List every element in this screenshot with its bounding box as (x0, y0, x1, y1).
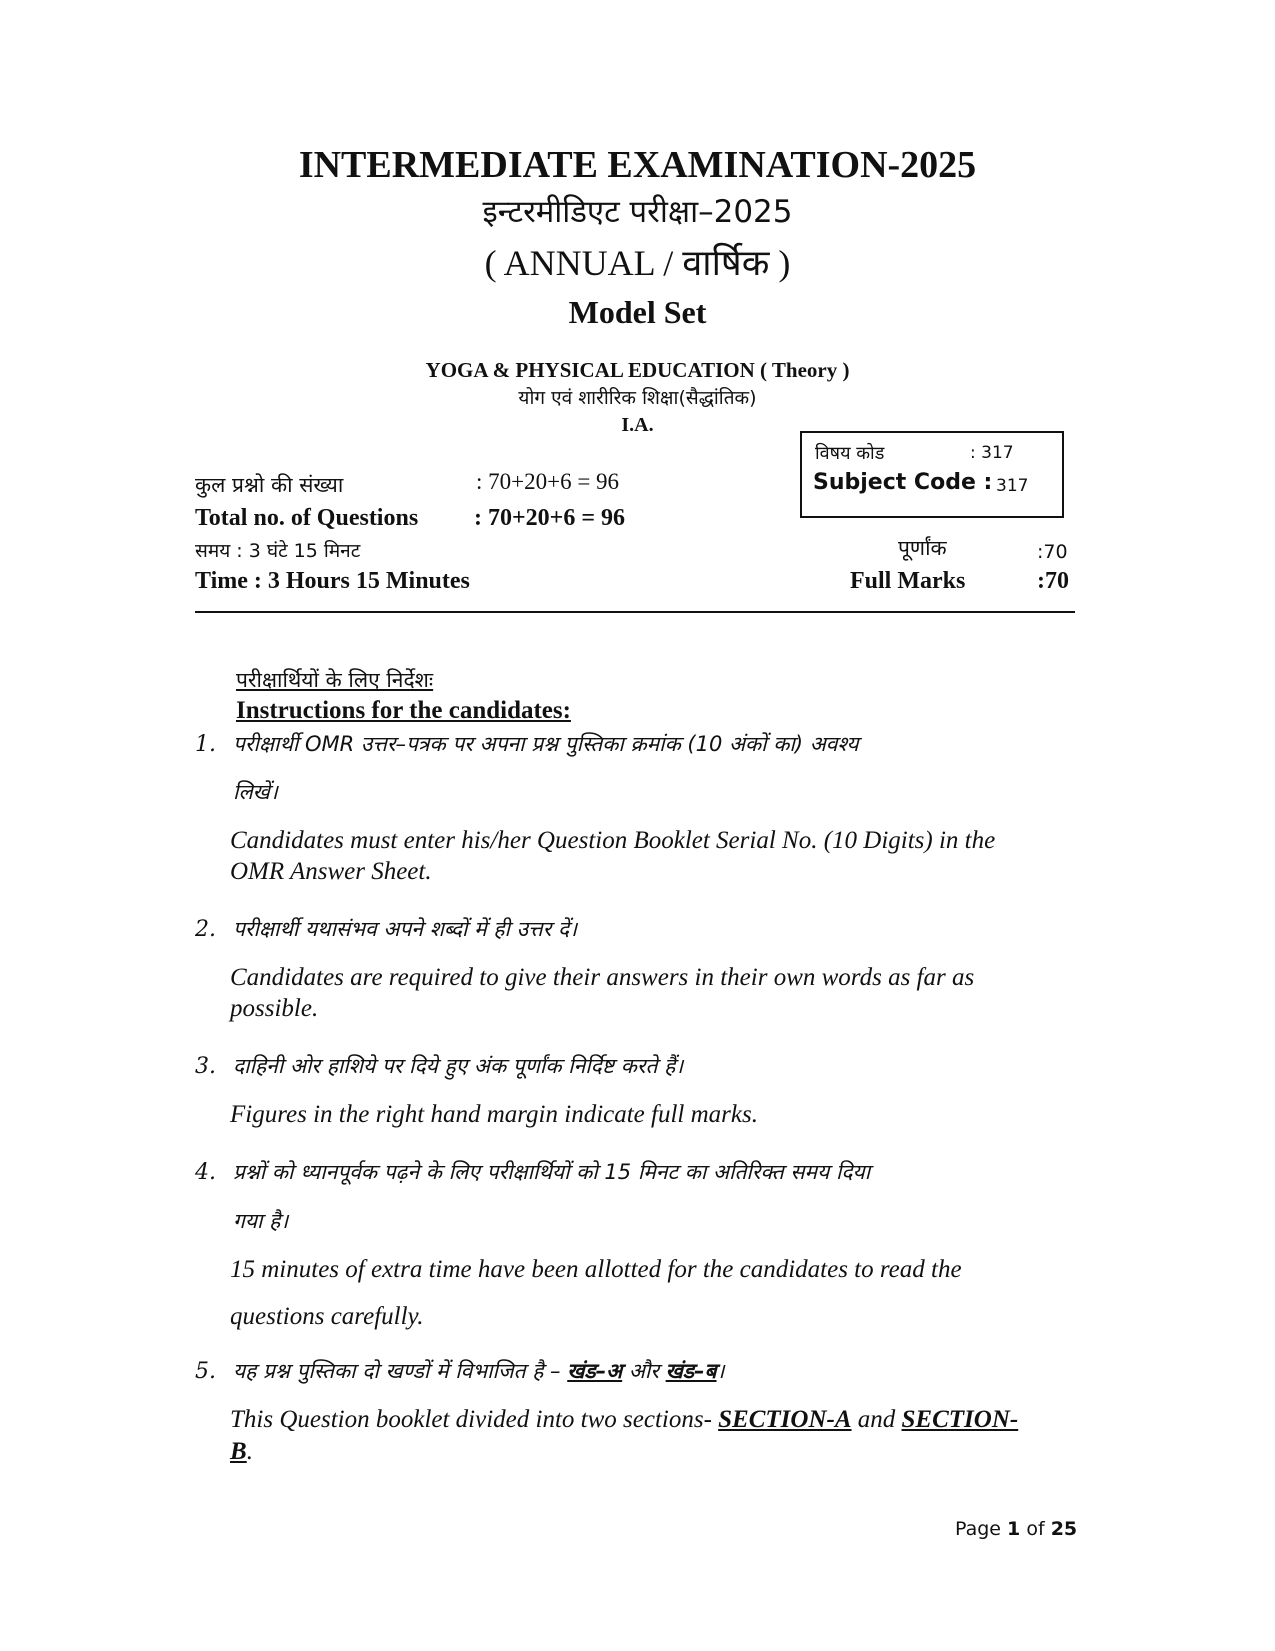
stream-label: I.A. (621, 414, 654, 436)
section-b-ref-hindi: खंड–ब (665, 1359, 717, 1383)
instruction-text-english: Figures in the right hand margin indicate full marks. (230, 1101, 758, 1128)
instruction-text-english (230, 1406, 1018, 1434)
model-set-title: Model Set (568, 294, 707, 330)
instruction-number: 4. (195, 1160, 216, 1185)
instruction-text-part: This Question booklet divided into two sections- (230, 1406, 719, 1433)
section-b-ref: B (230, 1438, 247, 1465)
page-number-prefix: Page (955, 1518, 1008, 1540)
full-marks-value-english: :70 (1037, 568, 1069, 594)
instructions-heading-hindi: परीक्षार्थियों के लिए निर्देशः (236, 668, 434, 692)
page-number-total: 25 (1050, 1518, 1078, 1540)
subject-code-label-hindi: विषय कोड (815, 443, 885, 464)
instruction-text-part: । (716, 1359, 725, 1383)
instruction-text-hindi: दाहिनी ओर हाशिये पर दिये हुए अंक पूर्णांक निर्दिष्ट करते हैं। (233, 1054, 684, 1078)
instruction-number: 3. (195, 1054, 216, 1079)
instruction-text-part: and (851, 1406, 902, 1433)
instructions-heading-english: Instructions for the candidates: (236, 697, 571, 724)
exam-title-hindi: इन्टरमीडिएट परीक्षा–2025 (482, 194, 793, 230)
section-a-ref-hindi: खंड–अ (567, 1359, 623, 1383)
instruction-text-english: OMR Answer Sheet. (230, 858, 432, 885)
subject-code-label-english: Subject Code : (813, 470, 993, 495)
section-b-ref: SECTION- (901, 1406, 1019, 1433)
instruction-text-english: possible. (230, 995, 319, 1022)
instruction-text-english: Candidates must enter his/her Question Booklet Serial No. (10 Digits) in the (230, 827, 996, 854)
page-number-separator: of (1020, 1518, 1051, 1540)
questions-value-hindi: : 70+20+6 = 96 (476, 469, 620, 494)
subject-name-hindi: योग एवं शारीरिक शिक्षा(सैद्धांतिक) (518, 387, 757, 409)
page-number-current: 1 (1007, 1518, 1021, 1540)
subject-code-value-hindi: : 317 (970, 443, 1014, 463)
questions-label-hindi: कुल प्रश्नो की संख्या (195, 473, 344, 497)
questions-label-english: Total no. of Questions (195, 505, 419, 531)
instruction-text-english: Candidates are required to give their answers in their own words as far as (230, 964, 975, 991)
instruction-text-part: . (246, 1438, 253, 1465)
subject-name-english: YOGA & PHYSICAL EDUCATION ( Theory ) (425, 358, 850, 382)
full-marks-label-english: Full Marks (850, 568, 966, 594)
section-a-ref: SECTION-A (718, 1406, 852, 1433)
header-divider (195, 611, 1075, 613)
instruction-text-part: और (622, 1359, 666, 1383)
instruction-text-english (230, 1438, 253, 1466)
instruction-text-english: 15 minutes of extra time have been allotted for the candidates to read the (230, 1256, 962, 1283)
full-marks-value-hindi: :70 (1037, 541, 1068, 563)
time-english: Time : 3 Hours 15 Minutes (195, 568, 470, 594)
time-hindi: समय : 3 घंटे 15 मिनट (195, 540, 361, 562)
page-number (955, 1518, 1077, 1540)
instruction-text-hindi: प्रश्नों को ध्यानपूर्वक पढ़ने के लिए परीक्षार्थियों को 15 मिनट का अतिरिक्त समय दिया (233, 1160, 871, 1184)
instruction-text-english: questions carefully. (230, 1303, 424, 1330)
instruction-text-part: यह प्रश्न पुस्तिका दो खण्डों में विभाजित है – (233, 1359, 568, 1383)
instruction-text-hindi: परीक्षार्थी OMR उत्तर–पत्रक पर अपना प्रश्न पुस्तिका क्रमांक (10 अंकों का) अवश्य (233, 732, 859, 756)
instruction-text-hindi: लिखें। (233, 780, 278, 804)
instruction-number: 1. (195, 732, 216, 757)
exam-title-english: INTERMEDIATE EXAMINATION-2025 (298, 144, 977, 186)
full-marks-label-hindi: पूर्णांक (898, 536, 947, 560)
exam-type: ( ANNUAL / वार्षिक ) (484, 243, 791, 283)
instruction-text-hindi: परीक्षार्थी यथासंभव अपने शब्दों में ही उत्तर दें। (233, 917, 578, 941)
instruction-number: 5. (195, 1359, 216, 1384)
questions-value-english: : 70+20+6 = 96 (474, 505, 626, 531)
instruction-text-hindi: गया है। (233, 1209, 289, 1233)
subject-code-value-english: 317 (996, 476, 1029, 496)
instruction-number: 2. (195, 917, 216, 942)
instruction-text-hindi (233, 1357, 725, 1385)
